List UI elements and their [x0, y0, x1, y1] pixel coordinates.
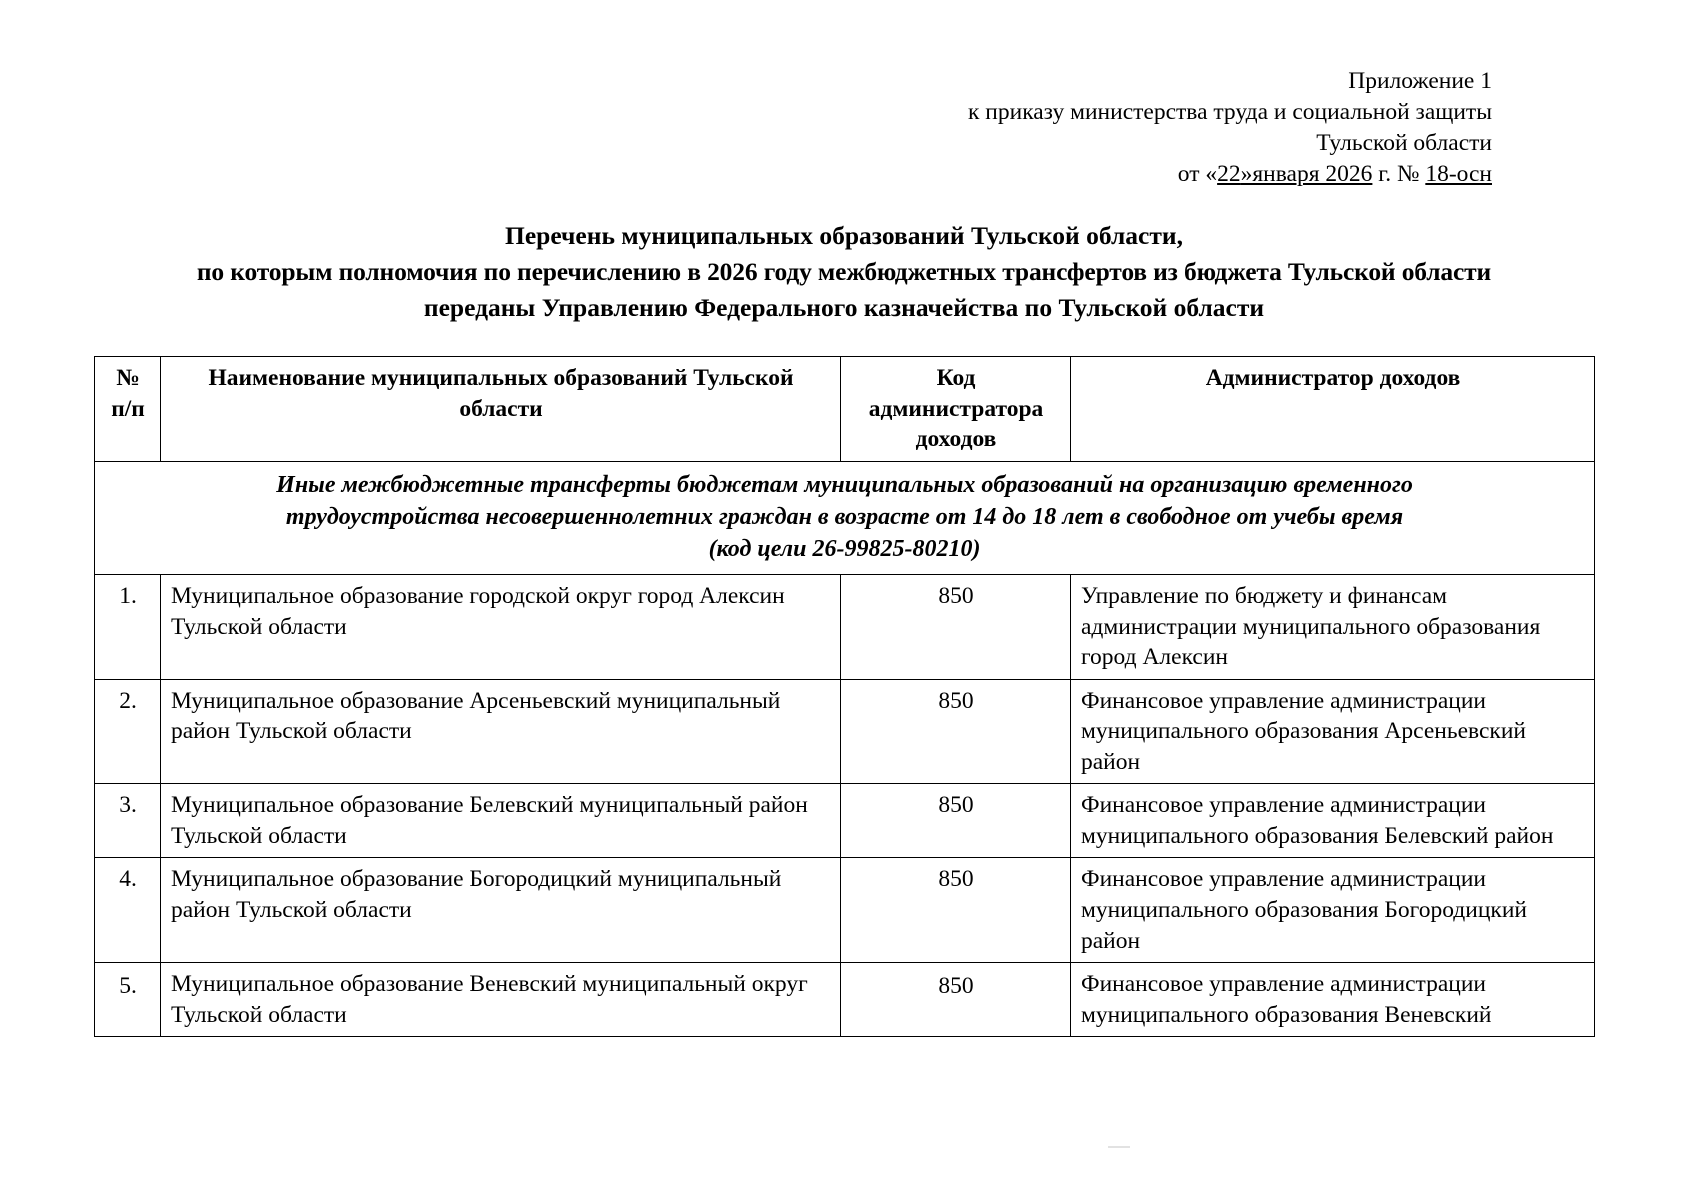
number-prefix: г. № [1372, 161, 1426, 188]
row-admin-name: Финансовое управление администрации муниципального образования Богородицкий район [1071, 858, 1595, 963]
row-admin-code: 850 [841, 575, 1071, 680]
date-day: 22 [1217, 161, 1241, 188]
section-line-3: (код цели 26-99825-80210) [708, 535, 981, 562]
page-artifact [1108, 1146, 1130, 1148]
table-row [95, 784, 1595, 858]
order-reference-line-1: к приказу министерства труда и социальной защиты [968, 99, 1492, 126]
row-municipality-name: Муниципальное образование Богородицкий муниципальный район Тульской области [161, 858, 841, 963]
column-header-admin: Администратор доходов [1071, 357, 1595, 462]
table-header-row [95, 357, 1595, 462]
row-municipality-name: Муниципальное образование Арсеньевский муниципальный район Тульской области [161, 679, 841, 784]
column-header-name: Наименование муниципальных образований Тульской области [161, 357, 841, 462]
column-header-number-line2: п/п [111, 395, 145, 422]
date-prefix: от « [1177, 161, 1218, 188]
section-title-cell [95, 461, 1595, 574]
row-admin-code: 850 [841, 963, 1071, 1037]
row-municipality-name: Муниципальное образование Веневский муниципальный округ Тульской области [161, 963, 841, 1037]
row-admin-name: Управление по бюджету и финансам администрации муниципального образования город Алексин [1071, 575, 1595, 680]
row-admin-name: Финансовое управление администрации муниципального образования Белевский район [1071, 784, 1595, 858]
table-row [95, 858, 1595, 963]
order-number: 18-осн [1425, 161, 1492, 188]
row-admin-code: 850 [841, 784, 1071, 858]
order-reference-line-2: Тульской области [1316, 130, 1492, 157]
table-row [95, 963, 1595, 1037]
column-header-number-line1: № [116, 365, 140, 391]
date-month-year: »января 2026 [1240, 161, 1373, 188]
row-admin-code: 850 [841, 679, 1071, 784]
row-admin-name: Финансовое управление администрации муниципального образования Веневский [1071, 963, 1595, 1037]
row-municipality-name: Муниципальное образование городской округ город Алексин Тульской области [161, 575, 841, 680]
row-index: 1. [95, 575, 161, 680]
appendix-label: Приложение 1 [1348, 68, 1492, 94]
row-index: 3. [95, 784, 161, 858]
row-index: 2. [95, 679, 161, 784]
table-row [95, 679, 1595, 784]
row-municipality-name: Муниципальное образование Белевский муниципальный район Тульской области [161, 784, 841, 858]
municipalities-table [94, 356, 1595, 1037]
row-index: 4. [95, 858, 161, 963]
row-admin-name: Финансовое управление администрации муниципального образования Арсеньевский район [1071, 679, 1595, 784]
section-line-1: Иные межбюджетные трансферты бюджетам муниципальных образований на организацию временного [276, 471, 1413, 498]
section-line-2: трудоустройства несовершеннолетних граждан в возрасте от 14 до 18 лет в свободное от учебы время [285, 503, 1404, 530]
page-title [0, 218, 1688, 327]
row-index: 5. [95, 963, 161, 1037]
appendix-header [968, 66, 1492, 190]
order-date-line [968, 159, 1492, 190]
title-line-1: Перечень муниципальных образований Тульской области, [505, 221, 1183, 250]
title-line-2: по которым полномочия по перечислению в 2026 году межбюджетных трансфертов из бюджета Тульской области [196, 257, 1492, 287]
title-line-3: переданы Управлению Федерального казначейства по Тульской области [423, 293, 1265, 323]
table-section-row [95, 461, 1595, 574]
column-header-code: Код администратора доходов [841, 357, 1071, 462]
row-admin-code: 850 [841, 858, 1071, 963]
table-row [95, 575, 1595, 680]
column-header-number [95, 357, 161, 462]
